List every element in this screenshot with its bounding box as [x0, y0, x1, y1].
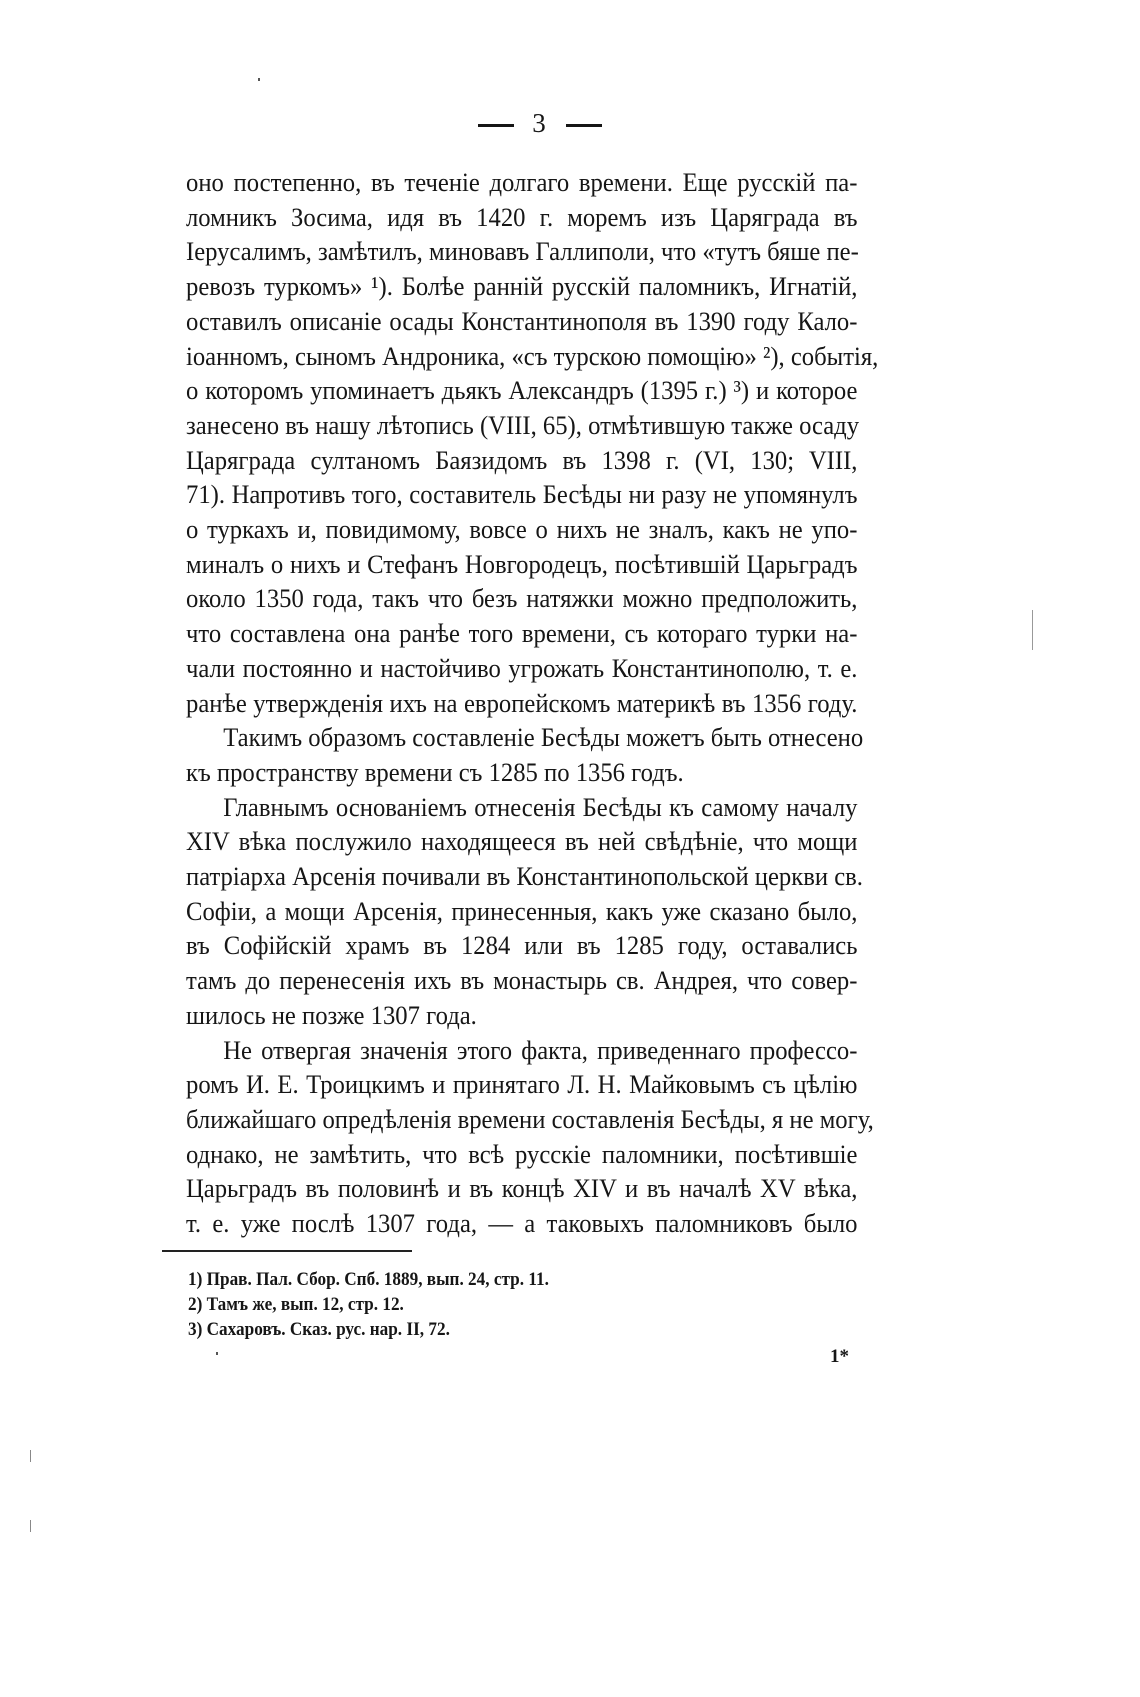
text-line: однако, не замѣтить, что всѣ русскіе паломники, посѣтившіе	[186, 1138, 858, 1169]
text-line: оно постепенно, въ теченіе долгаго времени. Еще русскій па-	[186, 167, 858, 197]
text-line: Іерусалимъ, замѣтилъ, миновавъ Галлиполи, что «тутъ бяше пе-	[186, 236, 859, 267]
text-line: чали постоянно и настойчиво угрожать Константинополю, т. е.	[186, 652, 858, 683]
text-line: 71). Напротивъ того, составитель Бесѣды ни разу не упомянулъ	[186, 479, 858, 510]
paragraph-1	[186, 165, 879, 720]
text-line: Софіи, а мощи Арсенія, принесенныя, какъ уже сказано было,	[186, 895, 858, 926]
text-line: въ Софійскій храмъ въ 1284 или въ 1285 году, оставались	[186, 930, 858, 961]
page-number: 3	[532, 108, 548, 138]
text-line: XIV вѣка послужило находящееся въ ней свѣдѣніе, что мощи	[186, 826, 858, 857]
paragraph-4	[186, 1033, 874, 1241]
text-line: Главнымъ основаніемъ отнесенія Бесѣды къ самому началу	[223, 791, 858, 822]
page-number-header	[0, 108, 1080, 139]
text-line: ранѣе утвержденія ихъ на европейскомъ материкѣ въ 1356 году.	[186, 687, 858, 718]
footnotes	[188, 1268, 549, 1343]
scan-speck	[258, 78, 260, 81]
paragraph-3	[186, 790, 863, 1033]
text-line: тамъ до перенесенія ихъ въ монастырь св. Андрея, что совер-	[186, 965, 858, 996]
text-line: Такимъ образомъ составленіе Бесѣды можетъ быть отнесено	[223, 722, 864, 753]
scan-speck	[216, 1352, 218, 1355]
text-line: о которомъ упоминаетъ дьякъ Александръ (1395 г.) ³) и которое	[186, 375, 858, 406]
text-line: шилось не позже 1307 года.	[186, 999, 477, 1030]
scan-edge-mark	[1032, 610, 1033, 650]
footnote-3: 3) Сахаровъ. Сказ. рус. нар. II, 72.	[188, 1320, 450, 1340]
printer-signature-mark: 1*	[830, 1346, 849, 1367]
paragraph-2	[186, 720, 864, 789]
text-line: ближайшаго опредѣленія времени составленія Бесѣды, я не могу,	[186, 1103, 874, 1134]
text-line: т. е. уже послѣ 1307 года, — а таковыхъ паломниковъ было	[186, 1208, 858, 1239]
text-line: іоанномъ, сыномъ Андроника, «съ турскою помощію» ²), событія,	[186, 340, 879, 371]
text-line: миналъ о нихъ и Стефанъ Новгородецъ, посѣтившій Царьградъ	[186, 548, 858, 579]
right-dash	[566, 124, 602, 127]
text-line: что составлена она ранѣе того времени, съ котораго турки на-	[186, 618, 858, 649]
text-line: къ пространству времени съ 1285 по 1356 годъ.	[186, 756, 684, 787]
footnote-separator	[162, 1250, 412, 1252]
left-dash	[478, 124, 514, 127]
text-line: Не отвергая значенія этого факта, приведеннаго профессо-	[223, 1034, 858, 1065]
text-line: ломникъ Зосима, идя въ 1420 г. моремъ изъ Царяграда въ	[186, 201, 858, 232]
text-line: оставилъ описаніе осады Константинополя въ 1390 году Кало-	[186, 305, 858, 336]
footnote-1: 1) Прав. Пал. Сбор. Спб. 1889, вып. 24, стр. 11.	[188, 1270, 549, 1290]
main-text	[186, 165, 879, 1241]
text-line: Царьградъ въ половинѣ и въ концѣ XIV и въ началѣ XV вѣка,	[186, 1173, 858, 1204]
text-line: патріарха Арсенія почивали въ Константинопольской церкви св.	[186, 861, 863, 892]
text-line: о туркахъ и, повидимому, вовсе о нихъ не зналъ, какъ не упо-	[186, 514, 858, 545]
text-line: около 1350 года, такъ что безъ натяжки можно предположить,	[186, 583, 858, 614]
scan-edge-mark	[30, 1450, 31, 1462]
text-line: ромъ И. Е. Троицкимъ и принятаго Л. Н. Майковымъ съ цѣлію	[186, 1069, 858, 1100]
text-line: занесено въ нашу лѣтопись (VIII, 65), отмѣтившую также осаду	[186, 409, 860, 440]
scan-edge-mark	[30, 1520, 31, 1532]
footnote-2: 2) Тамъ же, вып. 12, стр. 12.	[188, 1295, 404, 1315]
text-line: Царяграда султаномъ Баязидомъ въ 1398 г. (VI, 130; VIII,	[186, 444, 858, 475]
text-line: ревозъ туркомъ» ¹). Болѣе ранній русскій паломникъ, Игнатій,	[186, 271, 858, 302]
